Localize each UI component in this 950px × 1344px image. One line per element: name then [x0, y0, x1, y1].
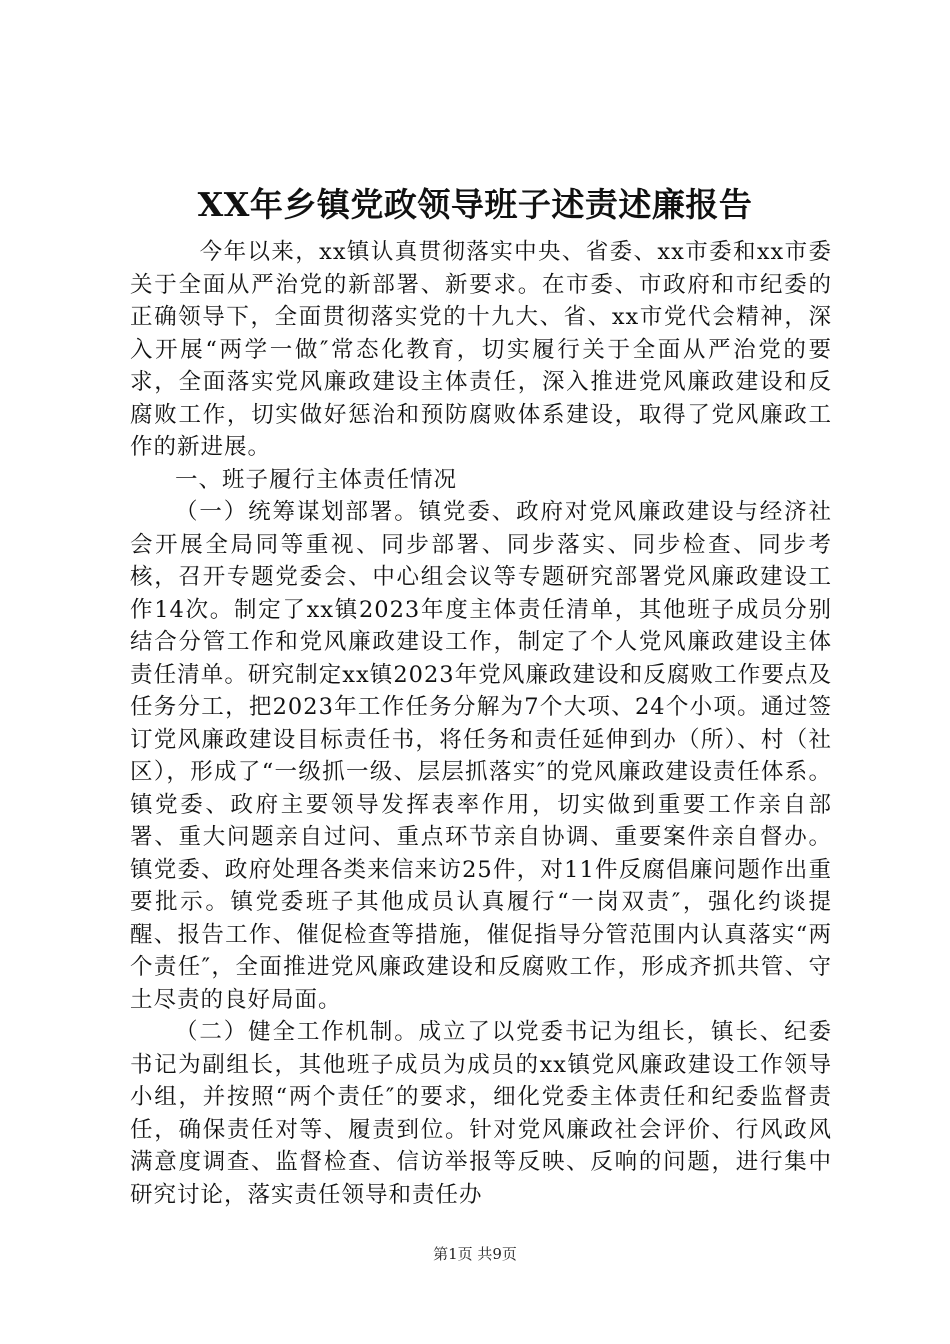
subsection-paragraph-1: （一）统筹谋划部署。镇党委、政府对党风廉政建设与经济社会开展全局同等重视、同步部署、同步落实、同步检查、同步考核，召开专题党委会、中心组会议等专题研究部署党风廉政建设工作14次。制定了xx镇2023年度主体责任清单，其他班子成员分别结合分管工作和党风廉政建设工作，制定了个人党风廉政建设主体责任清单。研究制定xx镇2023年党风廉政建设和反腐败工作要点及任务分工，把2023年工作任务分解为7个大项、24个小项。通过签订党风廉政建设目标责任书，将任务和责任延伸到办（所）、村（社区），形成了“一级抓一级、层层抓落实″的党风廉政建设责任体系。镇党委、政府主要领导发挥表率作用，切实做到重要工作亲自部署、重大问题亲自过问、重点环节亲自协调、重要案件亲自督办。镇党委、政府处理各类来信来访25件，对11件反腐倡廉问题作出重要批示。镇党委班子其他成员认真履行“一岗双责″，强化约谈提醒、报告工作、催促检查等措施，催促指导分管范围内认真落实“两个责任″，全面推进党风廉政建设和反腐败工作，形成齐抓共管、守土尽责的良好局面。 [130, 499, 832, 1013]
page-footer: 第1页 共9页 [433, 1245, 517, 1263]
intro-paragraph: 今年以来，xx镇认真贯彻落实中央、省委、xx市委和xx市委关于全面从严治党的新部署、新要求。在市委、市政府和市纪委的正确领导下，全面贯彻落实党的十九大、省、xx市党代会精神，深入开展“两学一做″常态化教育，切实履行关于全面从严治党的要求，全面落实党风廉政建设主体责任，深入推进党风廉政建设和反腐败工作，切实做好惩治和预防腐败体系建设，取得了党风廉政工作的新进展。 [130, 239, 832, 460]
subsection-paragraph-2: （二）健全工作机制。成立了以党委书记为组长，镇长、纪委书记为副组长，其他班子成员为成员的xx镇党风廉政建设工作领导小组，并按照“两个责任″的要求，细化党委主体责任和纪委监督责任，确保责任对等、履责到位。针对党风廉政社会评价、行风政风满意度调查、监督检查、信访举报等反映、反响的问题，进行集中研究讨论，落实责任领导和责任办 [130, 1019, 832, 1208]
section-heading-1: 一、班子履行主体责任情况 [175, 466, 458, 493]
document-title: XX年乡镇党政领导班子述责述廉报告 [197, 185, 753, 224]
document-body [130, 236, 832, 1211]
